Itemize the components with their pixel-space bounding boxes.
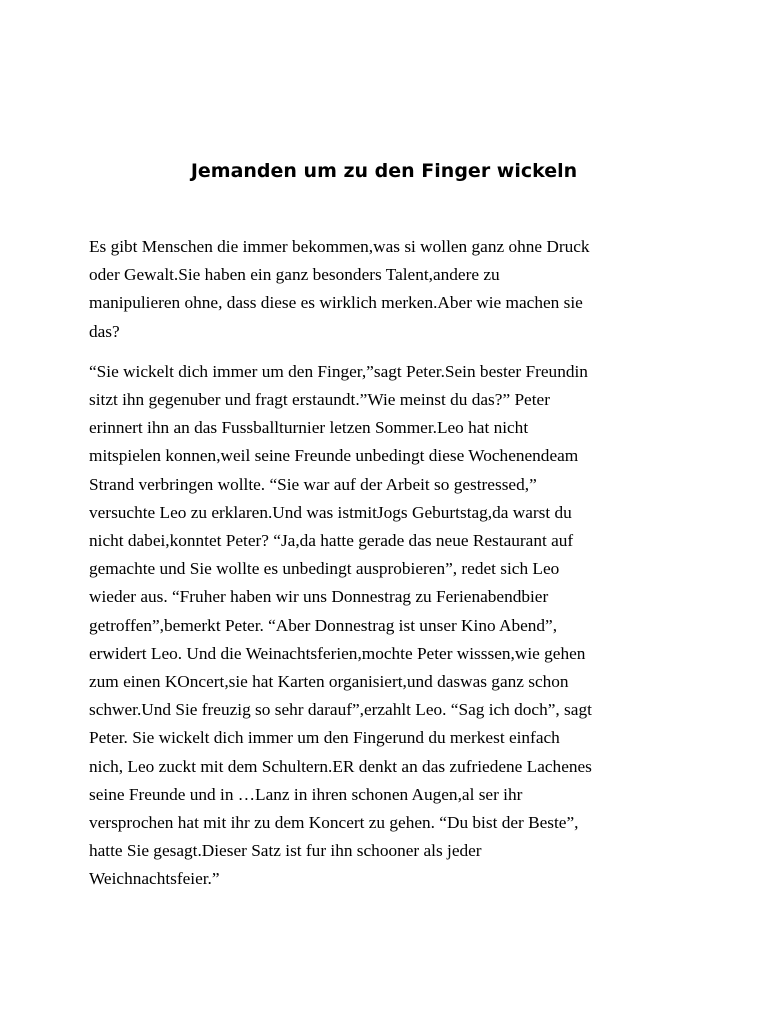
document-body: [89, 233, 689, 906]
document-title: Jemanden um zu den Finger wickeln: [190, 160, 578, 182]
paragraph-story: “Sie wickelt dich immer um den Finger,”sagt Peter.Sein bester Freundin sitzt ihn gegenuber und fragt erstaundt.”Wie meinst du das?” Peter erinnert ihn an das Fussballturnier letzen Sommer.Leo hat nicht mitspielen konnen,weil seine Freunde unbedingt diese Wochenendeam Strand verbringen wollte. “Sie war auf der Arbeit so gestressed,” versuchte Leo zu erklaren.Und was istmitJogs Geburtstag,da warst du nicht dabei,konntet Peter? “Ja,da hatte gerade das neue Restaurant auf gemachte und Sie wollte es unbedingt ausprobieren”, redet sich Leo wieder aus. “Fruher haben wir uns Donnestrag zu Ferienabendbier getroffen”,bemerkt Peter. “Aber Donnestrag ist unser Kino Abend”, erwidert Leo. Und die Weinachtsferien,mochte Peter wisssen,wie gehen zum einen KOncert,sie hat Karten organisiert,und daswas ganz schon schwer.Und Sie freuzig so sehr darauf”,erzahlt Leo. “Sag ich doch”, sagt Peter. Sie wickelt dich immer um den Fingerund du merkest einfach nich, Leo zuckt mit dem Schultern.ER denkt an das zufriedene Lachenes seine Freunde und in …Lanz in ihren schonen Augen,al ser ihr versprochen hat mit ihr zu dem Koncert zu gehen. “Du bist der Beste”, hatte Sie gesagt.Dieser Satz ist fur ihn schooner als jeder Weichnachtsfeier.”: [89, 361, 592, 889]
paragraph-intro: Es gibt Menschen die immer bekommen,was si wollen ganz ohne Druck oder Gewalt.Sie haben ein ganz besonders Talent,andere zu manipulieren ohne, dass diese es wirklich merken.Aber wie machen sie das?: [89, 237, 590, 341]
